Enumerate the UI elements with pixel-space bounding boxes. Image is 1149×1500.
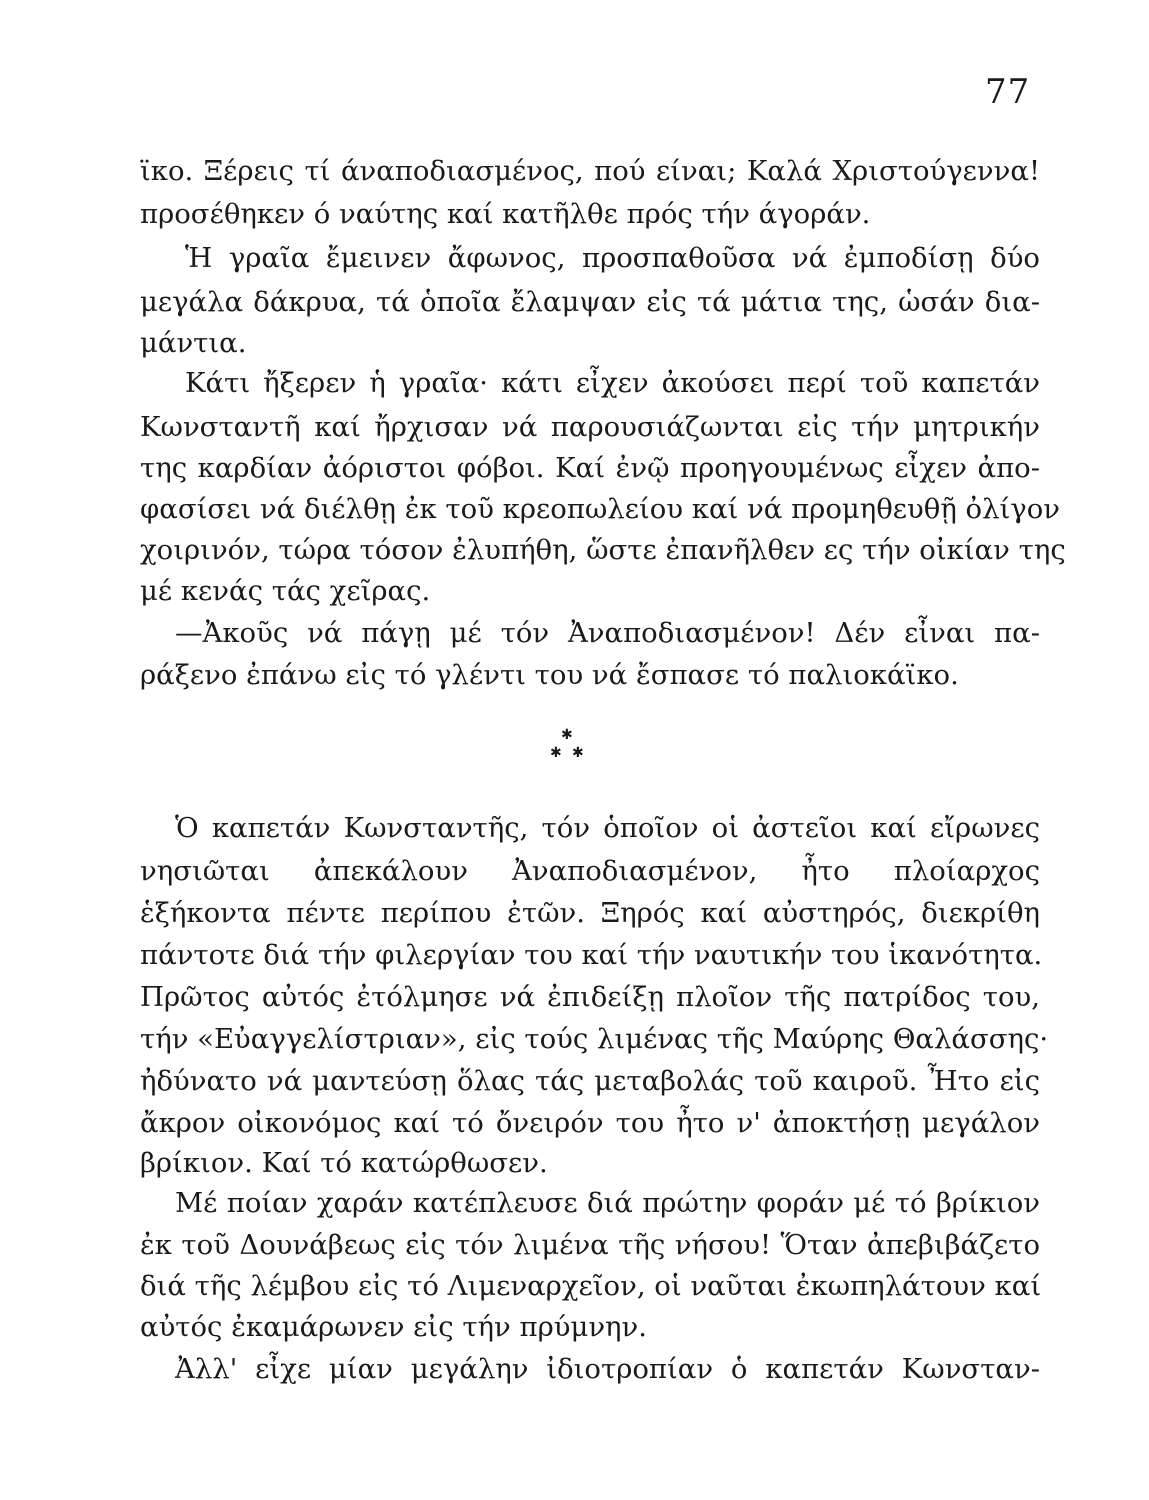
text-line: —Ἀκοῦς νά πάγῃ μέ τόν Ἀναποδιασμένον! Δέν εἶναι πα- [175,617,1040,649]
text-line: βρίκιον. Καί τό κατώρθωσεν. [140,1147,548,1179]
text-line: διά τῆς λέμβου εἰς τό Λιμεναρχεῖον, οἱ ναῦται ἐκωπηλάτουν καί [140,1270,1042,1302]
text-line: ϊκο. Ξέρεις τί άναποδιασμένος, πού είναι; Καλά Χριστούγεννα! [140,155,1040,187]
text-line: Κάτι ἤξερεν ἡ γραῖα· κάτι εἶχεν ἀκούσει περί τοῦ καπετάν [185,367,1040,399]
text-line: μάντια. [140,327,247,359]
text-line: πάντοτε διά τήν φιλεργίαν του καί τήν ναυτικήν του ἱκανότητα. [140,939,1043,971]
text-line: της καρδίαν ἀόριστοι φόβοι. Καί ἐνῷ προηγουμένως εἶχεν ἀπο- [140,452,1040,484]
star-icon: ✱ [550,745,562,761]
text-line: ράξενο ἐπάνω εἰς τό γλέντι του νά ἔσπασε τό παλιοκάϊκο. [140,659,959,691]
text-line: μεγάλα δάκρυα, τά ὁποῖα ἔλαμψαν εἰς τά μάτια της, ὡσάν δια- [140,286,1040,318]
text-line: ἠδύνατο νά μαντεύσῃ ὅλας τάς μεταβολάς τοῦ καιροῦ. Ἦτο εἰς [140,1065,1040,1097]
text-line: Μέ ποίαν χαράν κατέπλευσε διά πρώτην φοράν μέ τό βρίκιον [175,1187,1040,1219]
text-line: νησιῶται ἀπεκάλουν Ἀναποδιασμένον, ἦτο πλοίαρχος [140,855,1040,887]
star-icon: ✱ [572,745,584,761]
text-line: ἑξήκοντα πέντε περίπου ἐτῶν. Ξηρός καί αὐστηρός, διεκρίθη [140,897,1040,929]
text-line: μέ κενάς τάς χεῖρας. [140,575,431,607]
text-line: φασίσει νά διέλθῃ ἐκ τοῦ κρεοπωλείου καί νά προμηθευθῇ ὀλίγον [140,493,1061,525]
text-line: προσέθηκεν ό ναύτης καί κατῆλθε πρός τήν άγοράν. [140,198,871,230]
page-number: 77 [985,72,1031,112]
text-line: ἄκρον οἰκονόμος καί τό ὄνειρόν του ἦτο ν' ἀποκτήσῃ μεγάλον [140,1107,1040,1139]
text-line: Πρῶτος αὐτός ἐτόλμησε νά ἐπιδείξῃ πλοῖον τῆς πατρίδος του, [140,981,1040,1013]
text-line: Ἡ γραῖα ἔμεινεν ἄφωνος, προσπαθοῦσα νά ἐμποδίσῃ δύο [185,242,1040,274]
text-line: Ἀλλ' εἶχε μίαν μεγάλην ἰδιοτροπίαν ὁ καπετάν Κωνσταν- [175,1353,1040,1385]
star-icon: ✱ [561,727,573,743]
text-line: αὐτός ἐκαμάρωνεν εἰς τήν πρύμνην. [140,1311,647,1343]
text-line: Κωνσταντῆ καί ἤρχισαν νά παρουσιάζωνται εἰς τήν μητρικήν [140,411,1040,443]
text-line: τήν «Εὐαγγελίστριαν», εἰς τούς λιμένας τῆς Μαύρης Θαλάσσης· [140,1023,1049,1055]
text-line: ἐκ τοῦ Δουνάβεως εἰς τόν λιμένα τῆς νήσου! Ὅταν ἀπεβιβάζετο [140,1229,1040,1261]
text-line: χοιρινόν, τώρα τόσον ἐλυπήθη, ὥστε ἐπανῆλθεν ες τήν οἰκίαν της [140,534,1066,566]
text-line: Ὁ καπετάν Κωνσταντῆς, τόν ὁποῖον οἱ ἀστεῖοι καί εἴρωνες [175,812,1040,844]
asterism-separator [538,728,598,778]
